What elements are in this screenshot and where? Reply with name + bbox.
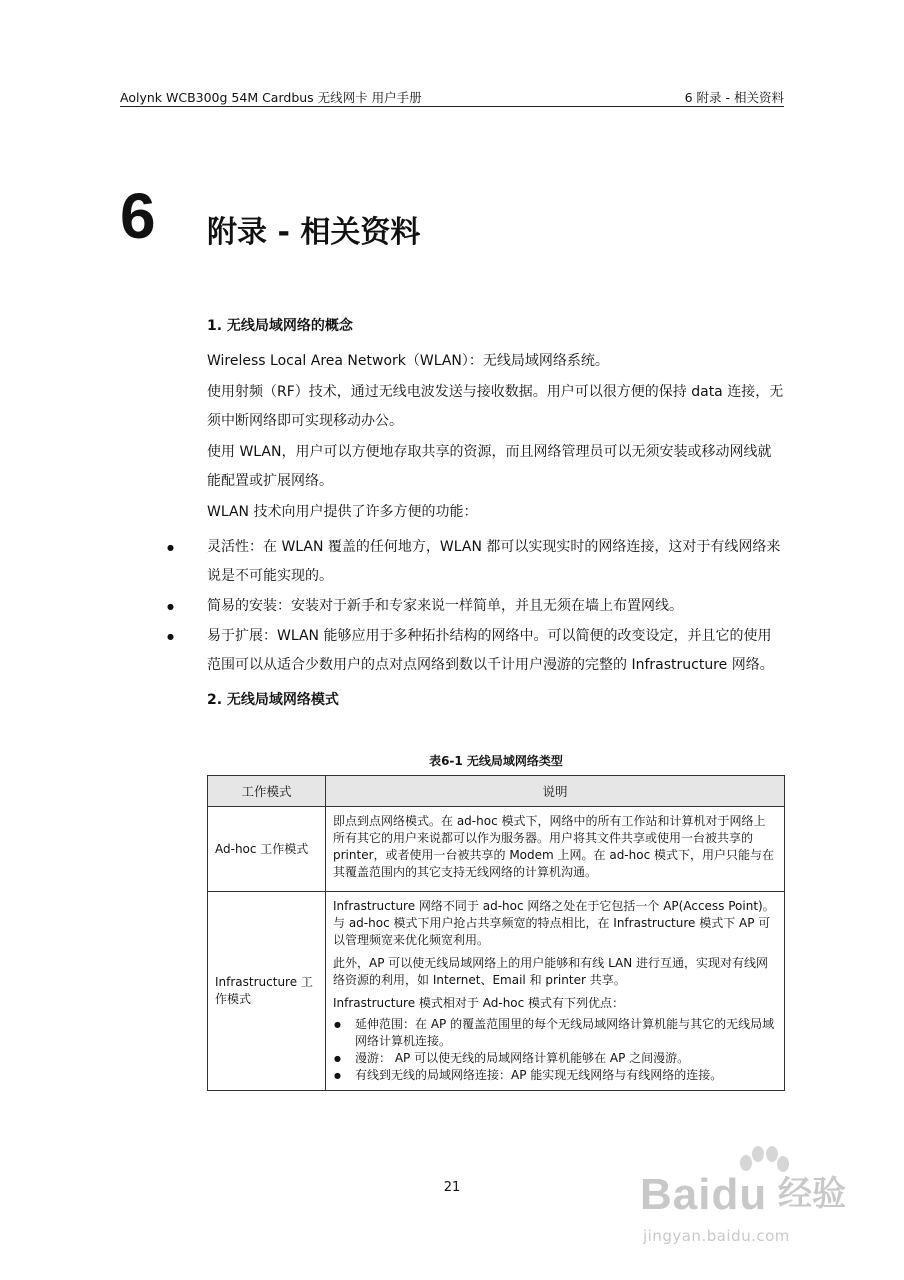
table-row — [208, 892, 785, 1091]
paragraph: 使用 WLAN，用户可以方便地存取共享的资源，而且网络管理员可以无须安装或移动网线就能配置或扩展网络。 — [207, 444, 772, 489]
description-paragraph: Infrastructure 模式相对于 Ad-hoc 模式有下列优点： — [333, 996, 625, 1010]
watermark-brand-cn: 经验 — [778, 1174, 846, 1214]
description-cell — [326, 892, 785, 1091]
baidu-watermark — [640, 1145, 870, 1255]
advantages-list — [333, 1016, 776, 1084]
list-item: ● 灵活性：在 WLAN 覆盖的任何地方，WLAN 都可以实现实时的网络连接，这对于有线网络来说是不可能实现的。 — [167, 533, 785, 591]
feature-list — [167, 533, 785, 680]
main-content — [207, 312, 785, 721]
paragraph: WLAN 技术向用户提供了许多方便的功能： — [207, 504, 478, 520]
wlan-modes-table — [207, 775, 785, 1091]
header-doc-title: Aolynk WCB300g 54M Cardbus 无线网卡 用户手册 — [120, 90, 422, 105]
section-heading-wlan-concept: 1. 无线局域网络的概念 — [207, 318, 353, 334]
description-cell — [326, 807, 785, 892]
column-header-mode: 工作模式 — [208, 776, 326, 807]
paragraph: 使用射频（RF）技术，通过无线电波发送与接收数据。用户可以很方便的保持 data 连接，无须中断网络即可实现移动办公。 — [207, 384, 784, 429]
paragraph: Wireless Local Area Network（WLAN）：无线局域网络系统。 — [207, 353, 609, 369]
list-item: ● 易于扩展：WLAN 能够应用于多种拓扑结构的网络中。可以简便的改变设定，并且它的使用范围可以从适合少数用户的点对点网络到数以千计用户漫游的完整的 Infrastructure 网络。 — [167, 622, 785, 680]
watermark-brand: Baidu — [640, 1170, 768, 1219]
table-row — [208, 807, 785, 892]
header-chapter-title: 6 附录 - 相关资料 — [684, 90, 784, 105]
column-header-description: 说明 — [326, 776, 785, 807]
page-header — [120, 88, 784, 107]
chapter-title: 附录 - 相关资料 — [207, 215, 421, 250]
mode-cell: Infrastructure 工作模式 — [208, 892, 326, 1091]
list-item: ● 有线到无线的局域网络连接：AP 能实现无线网络与有线网络的连接。 — [333, 1067, 776, 1084]
page-number: 21 — [443, 1180, 461, 1195]
table-header-row — [208, 776, 785, 807]
description-paragraph: Infrastructure 网络不同于 ad-hoc 网络之处在于它包括一个 AP(Access Point)。与 ad-hoc 模式下用户抢占共享频宽的特点相比，在 Infrastructure 模式下 AP 可以管理频宽来优化频宽利用。 — [333, 899, 775, 947]
mode-cell: Ad-hoc 工作模式 — [208, 807, 326, 892]
list-item: ● 简易的安装：安装对于新手和专家来说一样简单，并且无须在墙上布置网线。 — [167, 592, 785, 621]
description-paragraph: 即点到点网络模式。在 ad-hoc 模式下，网络中的所有工作站和计算机对于网络上所有其它的用户来说都可以作为服务器。用户将其文件共享或使用一台被共享的 printer，或者使用一台被共享的 Modem 上网。在 ad-hoc 模式下，用户只能与在其覆盖范围内的其它支持无线网络的计算机沟通。 — [333, 814, 775, 879]
section-heading-wlan-modes: 2. 无线局域网络模式 — [207, 692, 339, 708]
chapter-number: 6 — [120, 180, 156, 252]
description-paragraph: 此外，AP 可以使无线局域网络上的用户能够和有线 LAN 进行互通，实现对有线网络资源的利用，如 Internet、Email 和 printer 共享。 — [333, 956, 769, 987]
list-item: ● 延伸范围：在 AP 的覆盖范围里的每个无线局域网络计算机能与其它的无线局域网络计算机连接。 — [333, 1016, 776, 1050]
table-caption: 表6-1 无线局域网络类型 — [429, 754, 563, 768]
list-item: ● 漫游： AP 可以使无线的局域网络计算机能够在 AP 之间漫游。 — [333, 1050, 776, 1067]
watermark-url: jingyan.baidu.com — [643, 1227, 790, 1245]
